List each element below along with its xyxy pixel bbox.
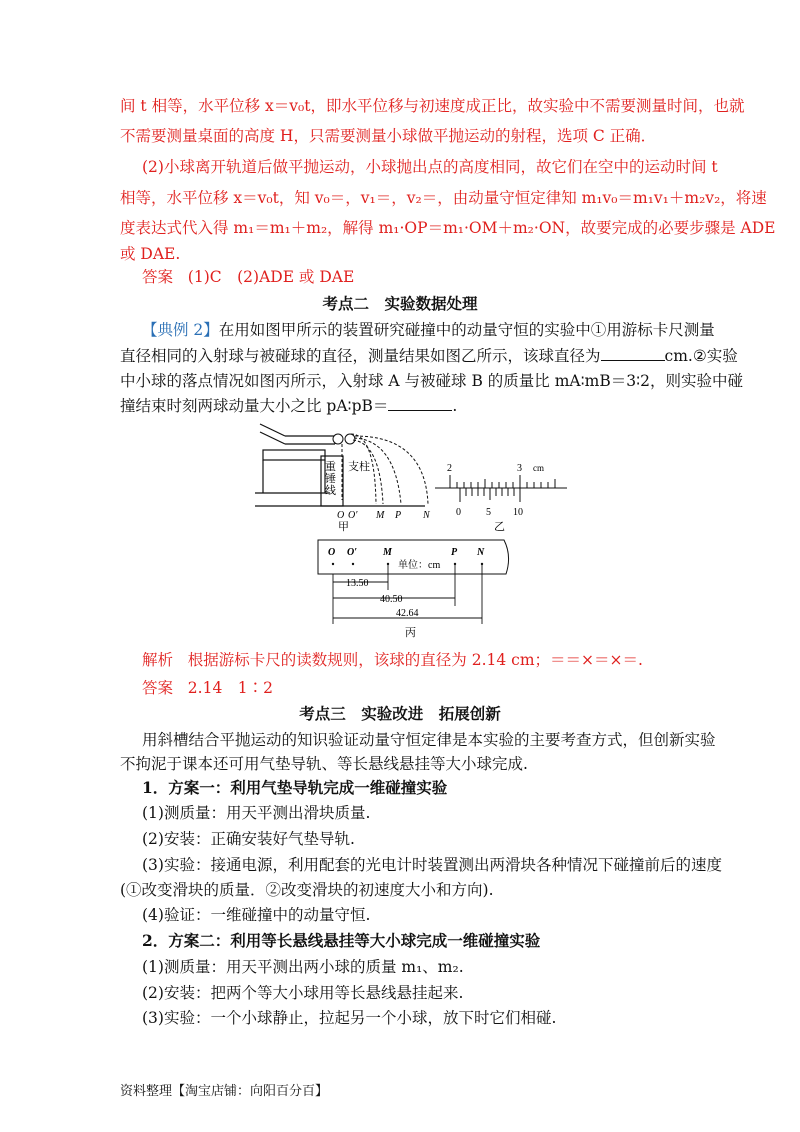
jia-point-O: O [337, 510, 345, 521]
ball-b [345, 434, 355, 444]
main-tick-2: 2 [447, 463, 452, 474]
pendulum-label-2: 锤 [325, 473, 336, 485]
example-tag: 【典例 2】 [142, 321, 219, 339]
solution-line-4: 相等，水平位移 x＝v₀t，知 v₀＝，v₁＝，v₂＝，由动量守恒定律知 m₁v₀＝m₁v₁＋m₂v₂，将速 [120, 189, 767, 207]
bing-point-O-prime: O′ [347, 547, 358, 558]
answer-label: 答案 [142, 268, 174, 286]
jia-point-M: M [376, 510, 385, 521]
example-text-4: 撞结束时刻两球动量大小之比 pA∶pB＝ [120, 397, 389, 415]
example-line-1 [142, 320, 715, 340]
vernier-tick-5: 5 [486, 507, 491, 518]
answer-1 [142, 267, 712, 287]
answer-2-label: 答案 [142, 679, 174, 697]
plan-2-step-3: (3)实验：一个小球静止，拉起另一个小球，放下时它们相碰. [142, 1009, 557, 1027]
main-tick-3: 3 [517, 463, 522, 474]
jia-point-O-prime: O′ [348, 510, 358, 521]
plan-1-step-3: (3)实验：接通电源，利用配套的光电计时装置测出两滑块各种情况下碰撞前后的速度 [142, 856, 722, 874]
bing-point-P: P [451, 547, 458, 558]
plan-2-step-2: (2)安装：把两个等大小球用等长悬线悬挂起来. [142, 984, 464, 1002]
example-line-2 [120, 346, 738, 366]
solution-line-3: (2)小球离开轨道后做平抛运动，小球抛出点的高度相同，故它们在空中的运动时间 t [142, 158, 718, 176]
vernier-tick-10: 10 [513, 507, 523, 518]
plan-1-step-1: (1)测质量：用天平测出滑块质量. [142, 804, 371, 822]
plan-1-step-2: (2)安装：正确安装好气垫导轨. [142, 830, 355, 848]
solution-line-5: 度表达式代入得 m₁＝m₁＋m₂，解得 m₁·OP＝m₁·OM＋m₂·ON，故要完成的必要步骤是 ADE [120, 219, 776, 237]
bing-unit: 单位：cm [398, 560, 441, 571]
plan-1-step-4: (4)验证：一维碰撞中的动量守恒. [142, 906, 371, 924]
plan-2-heading: 2．方案二：利用等长悬线悬挂等大小球完成一维碰撞实验 [142, 931, 541, 950]
support-label: 支柱 [348, 461, 370, 473]
dim-42-64: 42.64 [396, 608, 419, 619]
answer-2 [142, 678, 712, 698]
figure-jia-yi [255, 418, 585, 533]
plan-2-step-1: (1)测质量：用天平测出两小球的质量 m₁、m₂. [142, 958, 464, 976]
intro-line-1: 用斜槽结合平抛运动的知识验证动量守恒定律是本实验的主要考查方式，但创新实验 [142, 731, 716, 749]
footer-note: 资料整理【淘宝店铺：向阳百分百】 [120, 1084, 329, 1099]
bing-point-M: M [383, 547, 392, 558]
jia-caption: 甲 [338, 521, 349, 533]
intro-line-2: 不拘泥于课本还可用气垫导轨、等长悬线悬挂等大小球完成. [120, 755, 528, 773]
example-line-3: 中小球的落点情况如图丙所示，入射球 A 与被碰球 B 的质量比 mA∶mB＝3∶2，则实验中碰 [120, 372, 743, 390]
section-title-3: 考点三 实验改进 拓展创新 [299, 704, 501, 723]
answer-blank-ratio[interactable] [388, 396, 452, 411]
vernier-tick-0: 0 [456, 507, 461, 518]
dim-40-50: 40.50 [380, 594, 403, 605]
pendulum-label-3: 线 [325, 485, 336, 497]
solution-line-2: 不需要测量桌面的高度 H，只需要测量小球做平抛运动的射程，选项 C 正确． [120, 127, 657, 145]
pendulum-label-1: 重 [325, 461, 336, 473]
vernier-caliper [435, 475, 567, 502]
bing-caption: 丙 [405, 627, 416, 639]
answer-2-text: 2.14 1∶2 [187, 679, 274, 697]
section-title-2: 考点二 实验数据处理 [322, 294, 478, 313]
solution-2 [142, 650, 712, 670]
ball-a [333, 434, 343, 444]
answer-blank-diameter[interactable] [601, 346, 665, 361]
bing-point-O: O [328, 547, 336, 558]
example-line-4: 撞结束时刻两球动量大小之比 pA∶pB＝ . [120, 397, 458, 415]
bing-point-N: N [477, 547, 485, 558]
solution-label: 解析 [142, 651, 174, 669]
solution-text: 根据游标卡尺的读数规则，该球的直径为 2.14 cm；＝＝×＝×＝. [187, 651, 643, 669]
caliper-unit: cm [533, 463, 544, 473]
figure-bing [312, 538, 514, 642]
jia-point-P: P [395, 510, 402, 521]
example-text-1: 在用如图甲所示的装置研究碰撞中的动量守恒的实验中①用游标卡尺测量 [218, 321, 715, 339]
plan-1-heading: 1．方案一：利用气垫导轨完成一维碰撞实验 [142, 778, 448, 797]
example-text-2a: 直径相同的入射球与被碰球的直径，测量结果如图乙所示，该球直径为 [120, 347, 601, 365]
yi-caption: 乙 [494, 521, 505, 533]
solution-line-6: 或 DAE. [120, 245, 181, 263]
plan-1-step-3b: (①改变滑块的质量．②改变滑块的初速度大小和方向). [120, 881, 494, 899]
example-text-2b: cm.②实验 [664, 347, 738, 365]
solution-line-1: 间 t 相等，水平位移 x＝v₀t，即水平位移与初速度成正比，故实验中不需要测量时间，也就 [120, 97, 745, 115]
jia-point-N: N [423, 510, 430, 521]
dim-13-50: 13.50 [346, 578, 369, 589]
answer-text: (1)C (2)ADE 或 DAE [187, 268, 355, 286]
